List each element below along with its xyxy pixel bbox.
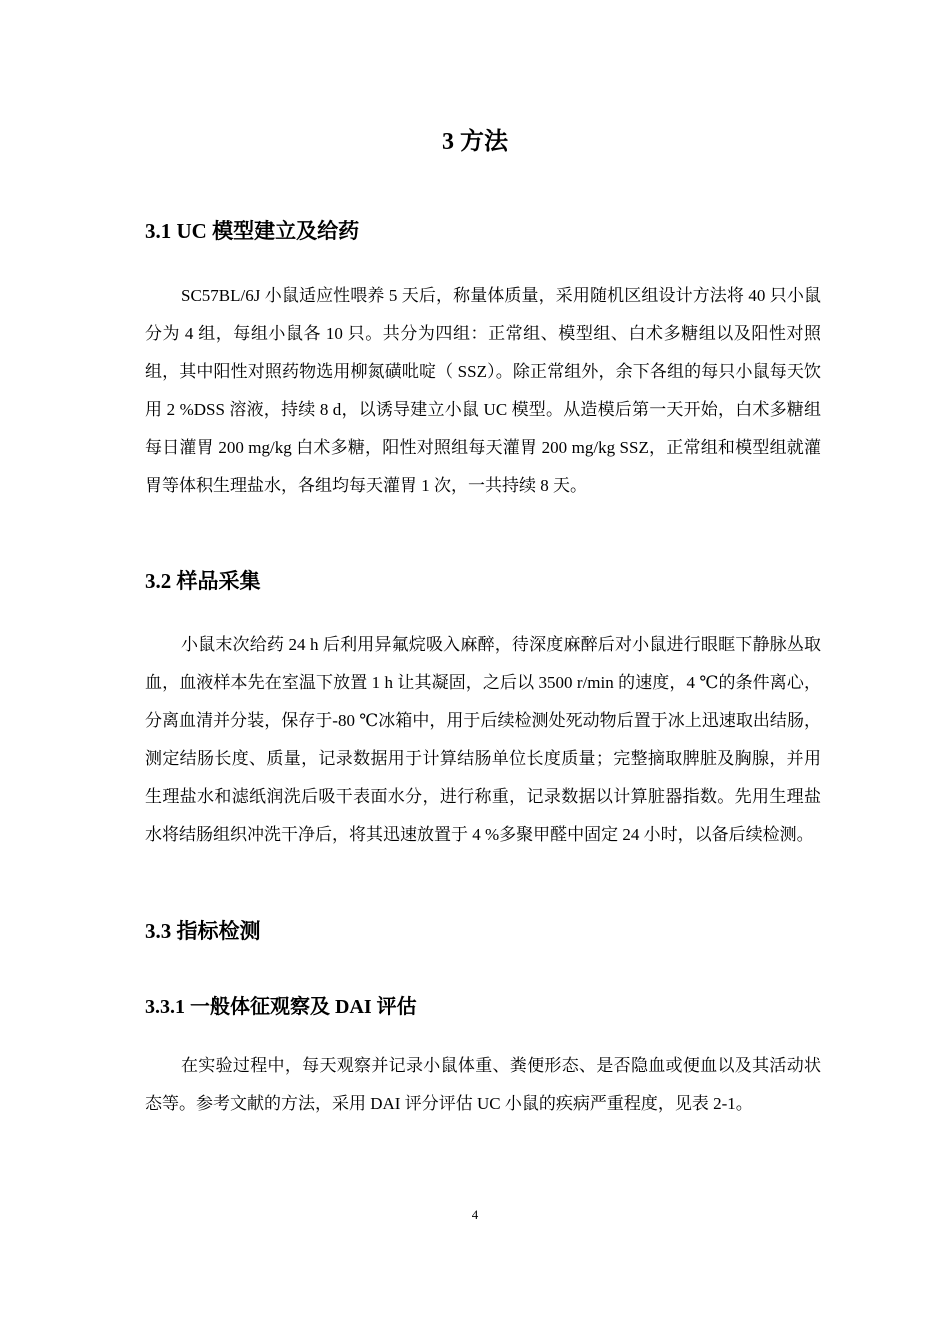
section-3-2-paragraph: 小鼠末次给药 24 h 后利用异氟烷吸入麻醉，待深度麻醉后对小鼠进行眼眶下静脉丛取血，血液样本先在室温下放置 1 h 让其凝固，之后以 3500 r/min 的速度，4 ℃的条件离心，分离血清并分装，保存于-80 ℃冰箱中，用于后续检测处死动物后置于冰上迅速取出结肠，测定结肠长度、质量，记录数据用于计算结肠单位长度质量；完整摘取脾脏及胸腺，并用生理盐水和滤纸润洗后吸干表面水分，进行称重，记录数据以计算脏器指数。先用生理盐水将结肠组织冲洗干净后，将其迅速放置于 4 %多聚甲醛中固定 24 小时，以备后续检测。 [145, 635, 821, 844]
section-3-1-paragraph: SC57BL/6J 小鼠适应性喂养 5 天后，称量体质量，采用随机区组设计方法将 40 只小鼠分为 4 组，每组小鼠各 10 只。共分为四组：正常组、模型组、白术多糖组以及阳性对照组，其中阳性对照药物选用柳氮磺吡啶（ SSZ）。除正常组外，余下各组的每只小鼠每天饮用 2 %DSS 溶液，持续 8 d，以诱导建立小鼠 UC 模型。从造模后第一天开始，白术多糖组每日灌胃 200 mg/kg 白术多糖，阳性对照组每天灌胃 200 mg/kg SSZ，正常组和模型组就灌胃等体积生理盐水，各组均每天灌胃 1 次，一共持续 8 天。 [145, 286, 821, 495]
subsection-3-3-1-paragraph: 在实验过程中，每天观察并记录小鼠体重、粪便形态、是否隐血或便血以及其活动状态等。参考文献的方法，采用 DAI 评分评估 UC 小鼠的疾病严重程度，见表 2-1。 [145, 1056, 821, 1113]
chapter-title: 3 方法 [442, 129, 508, 155]
subsection-heading-3-3-1: 3.3.1 一般体征观察及 DAI 评估 [145, 996, 417, 1018]
section-heading-3-3: 3.3 指标检测 [145, 919, 261, 943]
section-heading-3-2: 3.2 样品采集 [145, 569, 261, 593]
section-heading-3-1: 3.1 UC 模型建立及给药 [145, 219, 360, 243]
page-number: 4 [471, 1207, 479, 1222]
